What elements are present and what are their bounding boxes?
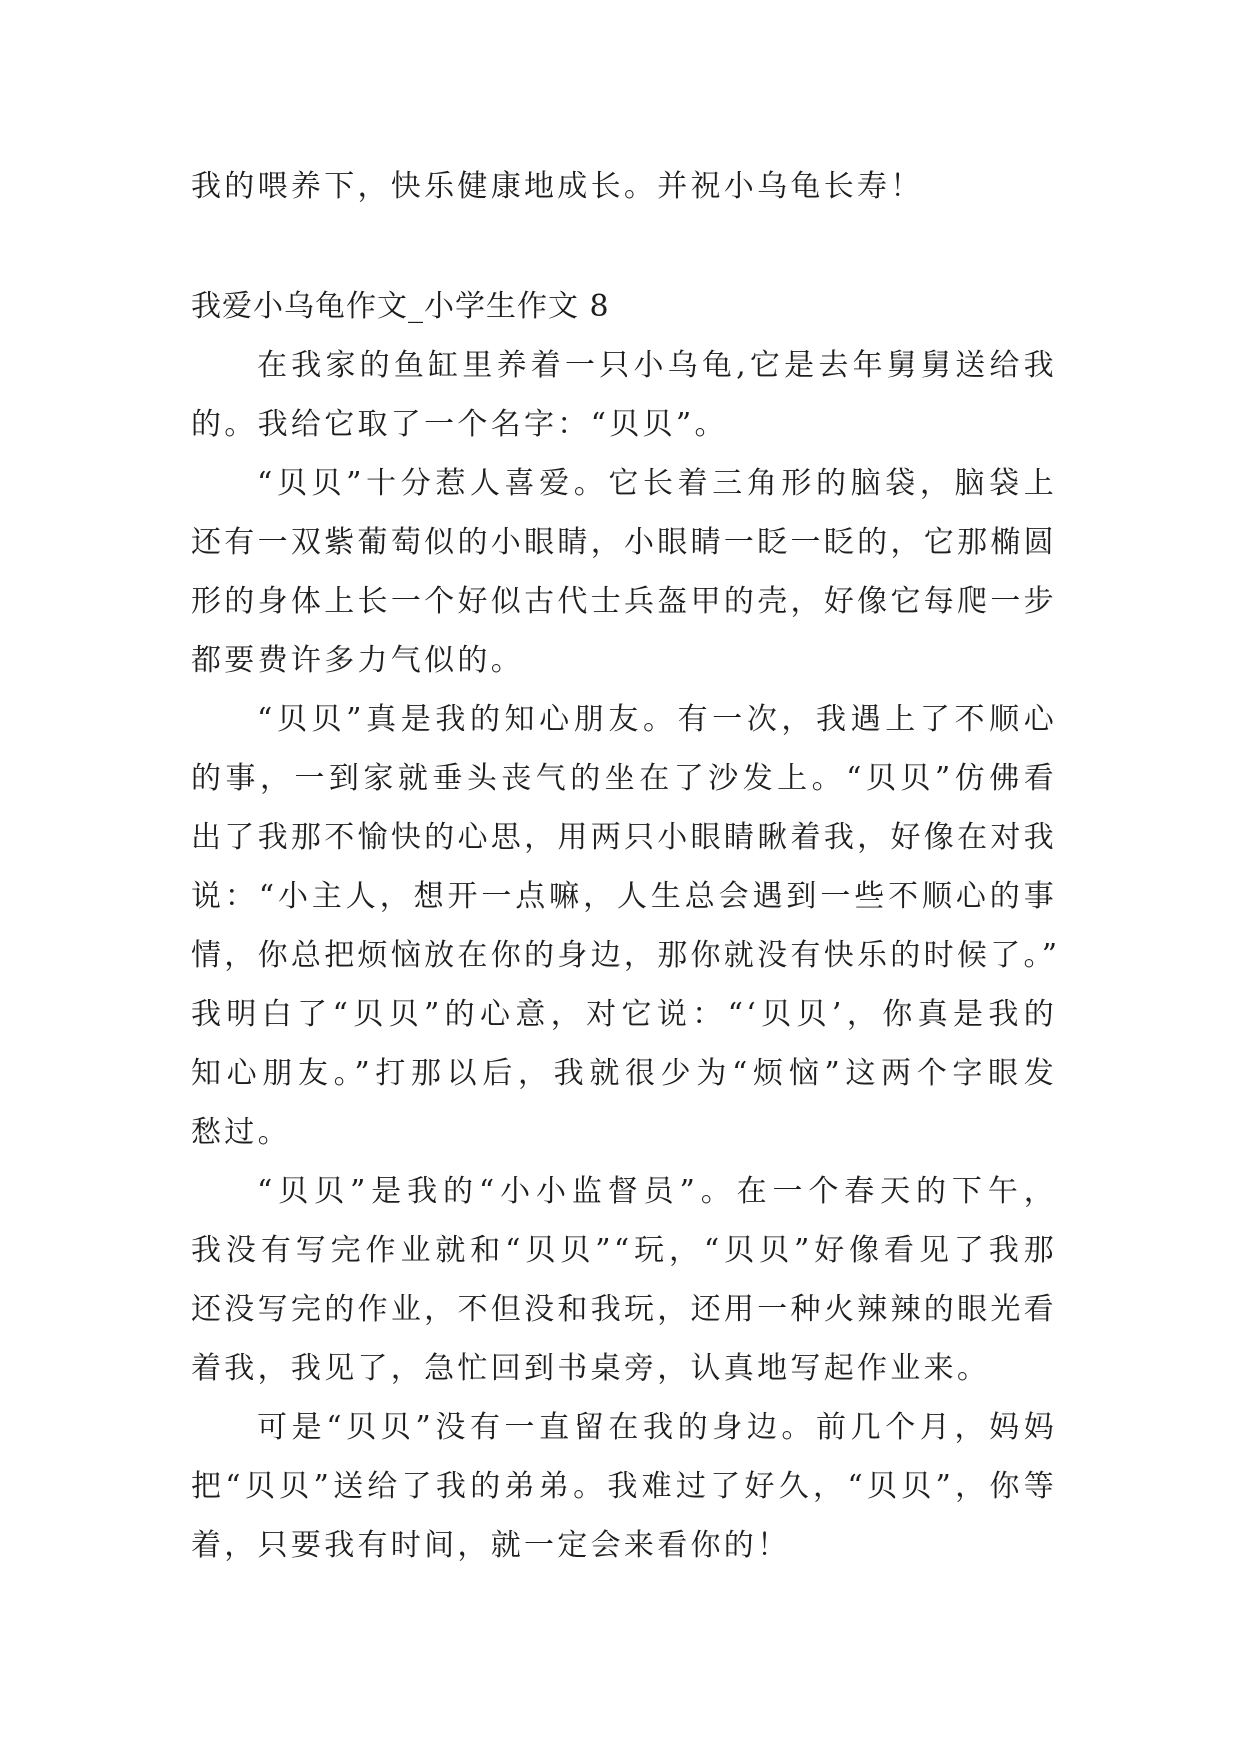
text-line: 说：“小主人，想开一点嘛，人生总会遇到一些不顺心的事 [191, 879, 1057, 914]
text-line: 情，你总把烦恼放在你的身边，那你就没有快乐的时候了。” [191, 938, 1061, 973]
text-line: 的事，一到家就垂头丧气的坐在了沙发上。“贝贝”仿佛看 [191, 761, 1057, 796]
text-line: 出了我那不愉快的心思，用两只小眼睛瞅着我，好像在对我 [191, 820, 1057, 855]
text-line: 愁过。 [191, 1115, 291, 1150]
text-line: 在我家的鱼缸里养着一只小乌龟,它是去年舅舅送给我 [257, 348, 1057, 383]
text-line: 我没有写完作业就和“贝贝”“玩，“贝贝”好像看见了我那 [191, 1233, 1057, 1268]
paragraph [191, 1398, 1057, 1575]
text-line: 可是“贝贝”没有一直留在我的身边。前几个月，妈妈 [257, 1410, 1057, 1445]
text-line: “贝贝”是我的“小小监督员”。在一个春天的下午， [257, 1174, 1057, 1209]
text-line: 着，只要我有时间，就一定会来看你的！ [191, 1528, 791, 1563]
paragraph [191, 690, 1061, 1162]
article-title: 我爱小乌龟作文_小学生作文 8 [191, 289, 610, 324]
text-line: 知心朋友。”打那以后，我就很少为“烦恼”这两个字眼发 [191, 1056, 1057, 1091]
text-line: 我的喂养下，快乐健康地成长。并祝小乌龟长寿！ [191, 169, 924, 204]
text-line: “贝贝”十分惹人喜爱。它长着三角形的脑袋，脑袋上 [257, 466, 1057, 501]
continuation-paragraph [191, 157, 1057, 216]
text-line: 形的身体上长一个好似古代士兵盔甲的壳，好像它每爬一步 [191, 584, 1057, 619]
text-line: 着我，我见了，急忙回到书桌旁，认真地写起作业来。 [191, 1351, 991, 1386]
text-line: 的。我给它取了一个名字：“贝贝”。 [191, 407, 728, 442]
text-line: 把“贝贝”送给了我的弟弟。我难过了好久，“贝贝”，你等 [191, 1469, 1057, 1504]
paragraph [191, 454, 1057, 690]
paragraph [191, 336, 1057, 454]
text-line: “贝贝”真是我的知心朋友。有一次，我遇上了不顺心 [257, 702, 1057, 737]
text-line: 还没写完的作业，不但没和我玩，还用一种火辣辣的眼光看 [191, 1292, 1057, 1327]
text-line: 还有一双紫葡萄似的小眼睛，小眼睛一眨一眨的，它那椭圆 [191, 525, 1057, 560]
text-line: 我明白了“贝贝”的心意，对它说：“‘贝贝’，你真是我的 [191, 997, 1057, 1032]
text-line: 都要费许多力气似的。 [191, 643, 524, 678]
document-page [191, 157, 1061, 1575]
paragraph [191, 1162, 1057, 1398]
